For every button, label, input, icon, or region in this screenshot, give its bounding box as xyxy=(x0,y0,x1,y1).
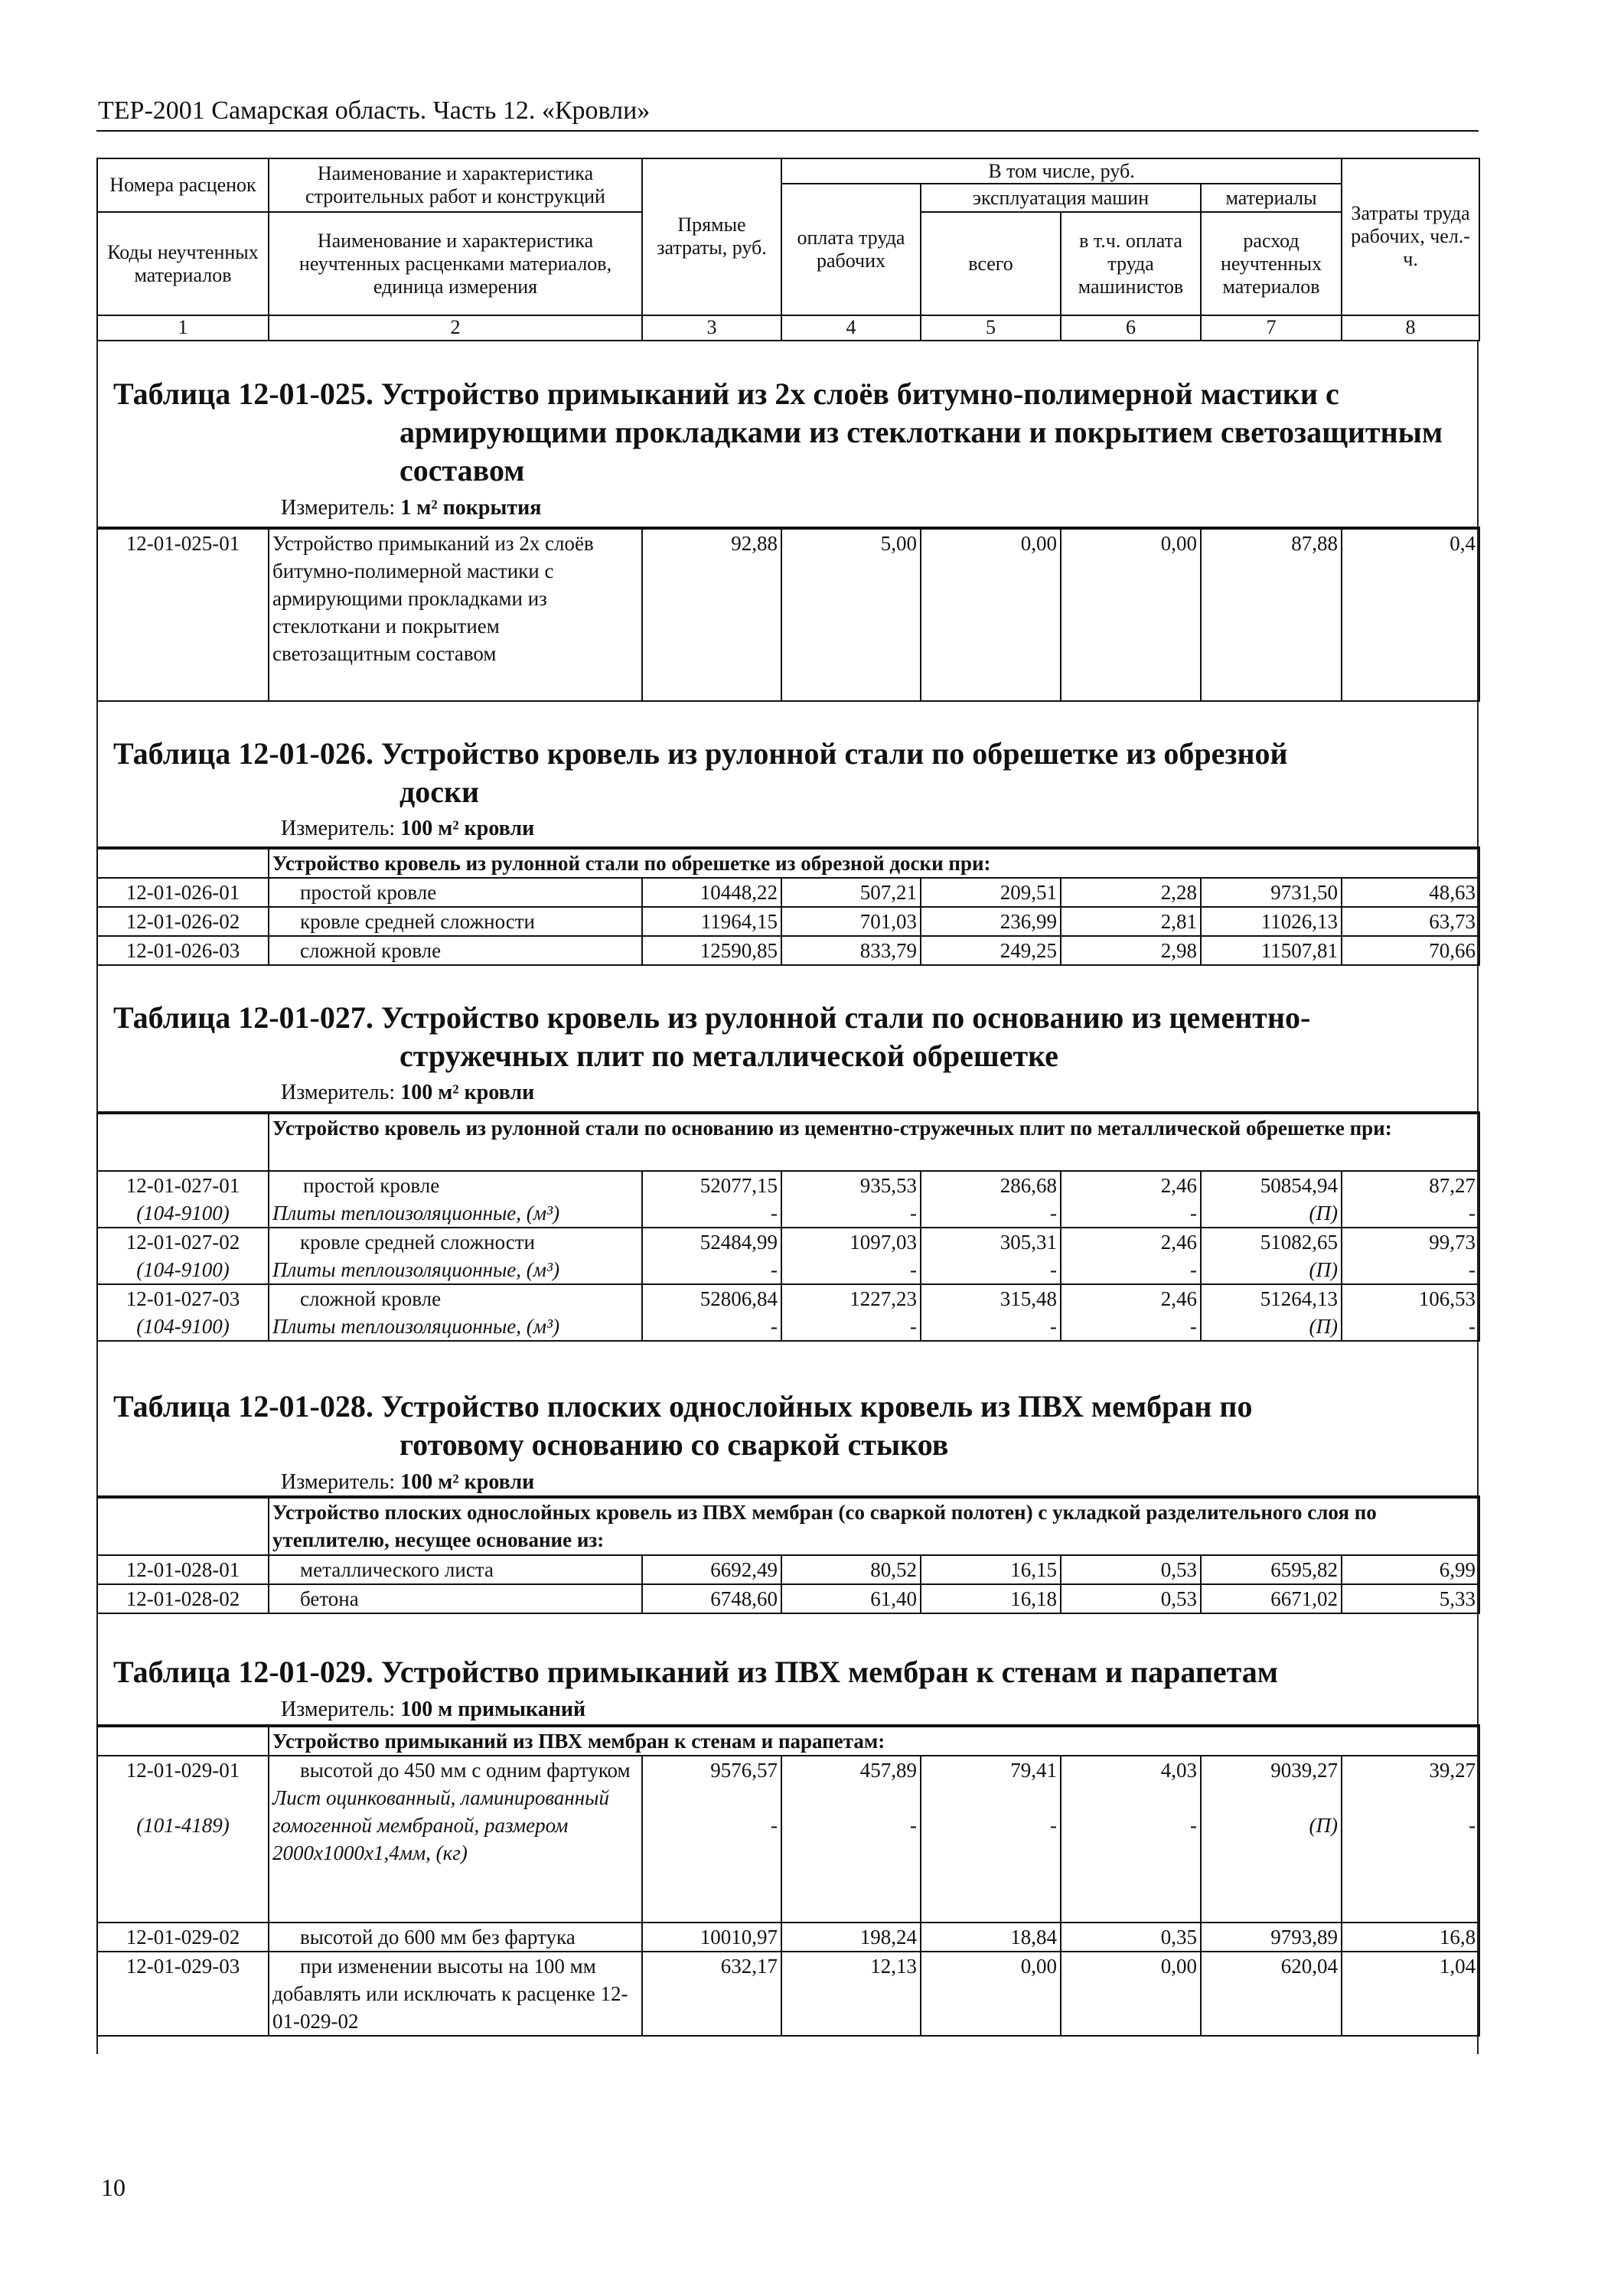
table-row: 12-01-027-03 (104-9100) сложной кровле Плиты теплоизоляционные, (м³) 52806,84 - 1227,23 - 315,48 - 2,46 - 51264,13 (П) 106,53 - xyxy=(97,1284,1479,1341)
subheading: Устройство кровель из рулонной стали по обрешетке из обрезной доски при: xyxy=(269,848,1479,878)
table-row: 12-01-028-01 металлического листа 6692,49 80,52 16,15 0,53 6595,82 6,99 xyxy=(97,1555,1479,1584)
header-col2-top: Наименование и характеристика строительных работ и конструкций xyxy=(269,158,642,212)
header-including: В том числе, руб. xyxy=(781,158,1342,184)
labor-hours: 0,4 xyxy=(1342,528,1479,701)
machines-total: 0,00 xyxy=(921,528,1061,701)
material-code: (104-9100) xyxy=(136,1202,230,1225)
table-row: 12-01-026-02 кровле средней сложности 11964,15 701,03 236,99 2,81 11026,13 63,73 xyxy=(97,907,1479,936)
materials: 87,88 xyxy=(1201,528,1342,701)
measure-026: Измеритель: 100 м² кровли xyxy=(281,817,535,840)
subheading: Устройство кровель из рулонной стали по основанию из цементно-стружечных плит по металлической обрешетке при: xyxy=(269,1113,1479,1171)
header-col2-bottom: Наименование и характеристика неучтенных расценками материалов, единица измерения xyxy=(269,212,642,315)
col-number: 2 xyxy=(269,315,642,341)
rate-name: Устройство примыканий из 2х слоёв битумно-полимерной мастики с армирующими прокладками из стеклоткани и покрытием светозащитным составом xyxy=(269,528,642,701)
table-row: 12-01-029-02 высотой до 600 мм без фартука 10010,97 198,24 18,84 0,35 9793,89 16,8 xyxy=(97,1923,1479,1952)
col-number: 6 xyxy=(1061,315,1201,341)
table-row: 12-01-026-01 простой кровле 10448,22 507,21 209,51 2,28 9731,50 48,63 xyxy=(97,878,1479,907)
rate-code: 12-01-025-01 xyxy=(97,528,269,701)
header-col4: оплата труда рабочих xyxy=(781,184,921,315)
material-name: Плиты теплоизоляционные, (м³) xyxy=(272,1202,560,1225)
header-col8: Затраты труда рабочих, чел.-ч. xyxy=(1342,158,1479,315)
page-header: ТЕР-2001 Самарская область. Часть 12. «Кровли» xyxy=(98,96,651,125)
section-title-029: Таблица 12-01-029. Устройство примыканий из ПВХ мембран к стенам и парапетам xyxy=(113,1655,1279,1689)
col-number: 3 xyxy=(642,315,781,341)
header-col1-bottom: Коды неучтенных материалов xyxy=(97,212,269,315)
table-row xyxy=(97,528,1479,701)
machinists-pay: 0,00 xyxy=(1061,528,1201,701)
table-row: 12-01-027-02 (104-9100) кровле средней сложности Плиты теплоизоляционные, (м³) 52484,99 - 1097,03 - 305,31 - 2,46 - 51082,65 (П) 99,73 - xyxy=(97,1228,1479,1284)
labor-pay: 5,00 xyxy=(781,528,921,701)
measure-029: Измеритель: 100 м примыканий xyxy=(281,1698,586,1721)
subheading: Устройство примыканий из ПВХ мембран к стенам и парапетам: xyxy=(269,1726,1479,1756)
section-title-027: Таблица 12-01-027. Устройство кровель из рулонной стали по основанию из цементно- стружечных плит по металлической обрешетке xyxy=(113,1000,1311,1073)
column-header-table xyxy=(96,158,1480,341)
subheading: Устройство плоских однослойных кровель из ПВХ мембран (со сваркой полотен) с укладкой разделительного слоя по утеплителю, несущее основание из: xyxy=(269,1497,1479,1555)
header-col6: в т.ч. оплата труда машинистов xyxy=(1061,212,1201,315)
material-code: (101-4189) xyxy=(136,1814,230,1837)
header-col3: Прямые затраты, руб. xyxy=(642,158,781,315)
col-number: 8 xyxy=(1342,315,1479,341)
table-12-01-029 xyxy=(96,1724,1480,2037)
table-row: 12-01-029-01 (101-4189) высотой до 450 мм с одним фартуком Лист оцинкованный, ламинированный гомогенной мембраной, размером 2000х1000х1,4мм, (кг) 9576,57 - 457,89 - 79,41 - 4,03 - 9039,27 (П) 39,27 - xyxy=(97,1756,1479,1923)
table-12-01-028 xyxy=(96,1495,1480,1614)
section-title-028: Таблица 12-01-028. Устройство плоских однослойных кровель из ПВХ мембран по готовому основанию со сваркой стыков xyxy=(113,1389,1253,1462)
col-number: 7 xyxy=(1201,315,1342,341)
table-row: 12-01-028-02 бетона 6748,60 61,40 16,18 0,53 6671,02 5,33 xyxy=(97,1584,1479,1613)
measure-027: Измеритель: 100 м² кровли xyxy=(281,1081,535,1104)
col-number: 5 xyxy=(921,315,1061,341)
table-12-01-026 xyxy=(96,846,1480,966)
header-machines: эксплуатация машин xyxy=(921,184,1201,212)
measure-025: Измеритель: 1 м² покрытия xyxy=(281,496,542,520)
page-number: 10 xyxy=(101,2174,126,2201)
header-materials: материалы xyxy=(1201,184,1342,212)
header-col5: всего xyxy=(921,212,1061,315)
table-12-01-025 xyxy=(96,527,1480,702)
section-title-026: Таблица 12-01-026. Устройство кровель из рулонной стали по обрешетке из обрезной доски xyxy=(113,736,1288,809)
table-row: 12-01-027-01 (104-9100) простой кровле Плиты теплоизоляционные, (м³) 52077,15 - 935,53 - 286,68 - 2,46 - 50854,94 (П) 87,27 - xyxy=(97,1171,1479,1228)
table-12-01-027 xyxy=(96,1111,1480,1342)
header-col7: расход неучтенных материалов xyxy=(1201,212,1342,315)
col-number: 1 xyxy=(97,315,269,341)
direct-costs: 92,88 xyxy=(642,528,781,701)
col-number: 4 xyxy=(781,315,921,341)
table-row: 12-01-026-03 сложной кровле 12590,85 833,79 249,25 2,98 11507,81 70,66 xyxy=(97,936,1479,965)
header-col1-top: Номера расценок xyxy=(97,158,269,212)
table-row: 12-01-029-03 при изменении высоты на 100 мм добавлять или исключать к расценке 12-01-029-02 632,17 12,13 0,00 0,00 620,04 1,04 xyxy=(97,1952,1479,2036)
material-name: Лист оцинкованный, ламинированный гомогенной мембраной, размером 2000х1000х1,4мм, (кг) xyxy=(272,1786,609,1864)
measure-028: Измеритель: 100 м² кровли xyxy=(281,1470,535,1494)
header-rule xyxy=(96,130,1479,132)
section-title-025: Таблица 12-01-025. Устройство примыканий из 2х слоёв битумно-полимерной мастики с армирующими прокладками из стеклоткани и покрытием светозащитным составом xyxy=(113,377,1443,488)
